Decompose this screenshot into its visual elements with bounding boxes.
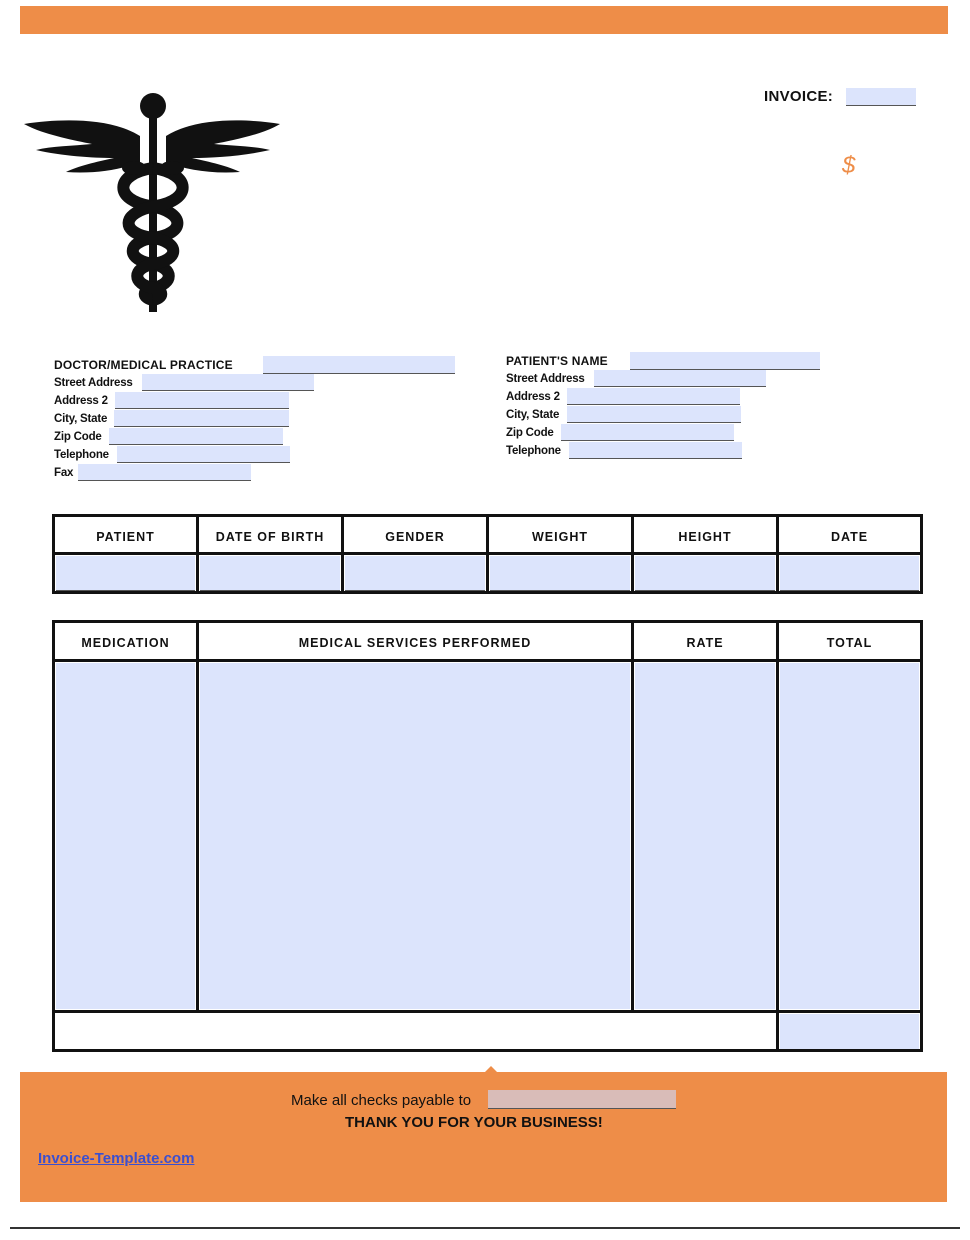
gender-cell[interactable] (345, 556, 485, 591)
column-divider (631, 623, 634, 1010)
header-height: HEIGHT (678, 530, 732, 544)
header-medication: MEDICATION (81, 636, 170, 650)
doctor-street-field[interactable] (142, 374, 314, 391)
patient-name-label: PATIENT'S NAME (506, 354, 608, 368)
patient-address2-label: Address 2 (506, 391, 560, 403)
rate-cell[interactable] (635, 663, 775, 1009)
doctor-city-label: City, State (54, 413, 108, 425)
table-divider (55, 1010, 920, 1013)
payable-field[interactable] (488, 1090, 676, 1109)
medication-cell[interactable] (56, 663, 195, 1009)
date-cell[interactable] (780, 556, 919, 591)
doctor-telephone-label: Telephone (54, 449, 109, 461)
caduceus-icon (22, 88, 284, 318)
patient-city-field[interactable] (567, 406, 741, 423)
patient-telephone-label: Telephone (506, 445, 561, 457)
footer-bar (20, 1072, 947, 1202)
column-divider (486, 517, 489, 591)
doctor-address2-field[interactable] (115, 392, 289, 409)
height-cell[interactable] (635, 556, 775, 591)
doctor-zip-label: Zip Code (54, 431, 102, 443)
patient-telephone-field[interactable] (569, 442, 742, 459)
doctor-fax-label: Fax (54, 467, 74, 479)
header-rate: RATE (686, 636, 724, 650)
doctor-telephone-field[interactable] (117, 446, 290, 463)
patient-street-field[interactable] (594, 370, 766, 387)
patient-address2-field[interactable] (567, 388, 740, 405)
header-gender: GENDER (385, 530, 445, 544)
date-of-birth-cell[interactable] (200, 556, 340, 591)
column-divider (776, 517, 779, 591)
doctor-zip-field[interactable] (109, 428, 283, 445)
invoice-template-link[interactable]: Invoice-Template.com (38, 1150, 195, 1167)
header-date-of-birth: DATE OF BIRTH (215, 530, 325, 544)
header-bar (20, 6, 948, 34)
patient-zip-field[interactable] (561, 424, 734, 441)
patient-name-field[interactable] (630, 352, 820, 370)
doctor-practice-label: DOCTOR/MEDICAL PRACTICE (54, 358, 233, 372)
payable-text: Make all checks payable to (291, 1092, 472, 1109)
column-divider (196, 517, 199, 591)
total-cell[interactable] (780, 663, 919, 1009)
header-services: MEDICAL SERVICES PERFORMED (298, 636, 532, 650)
column-divider (196, 623, 199, 1010)
grand-total-cell[interactable] (780, 1014, 919, 1049)
invoice-number-field[interactable] (846, 88, 916, 106)
header-date: DATE (830, 530, 869, 544)
page-bottom-line (10, 1227, 960, 1229)
column-divider (776, 623, 779, 1049)
services-cell[interactable] (200, 663, 630, 1009)
invoice-label: INVOICE: (764, 88, 834, 105)
column-divider (631, 517, 634, 591)
weight-cell[interactable] (490, 556, 630, 591)
patient-zip-label: Zip Code (506, 427, 554, 439)
table-divider (55, 659, 920, 662)
patient-street-label: Street Address (506, 373, 585, 385)
doctor-fax-field[interactable] (78, 464, 251, 481)
currency-symbol: $ (842, 152, 856, 179)
patient-city-label: City, State (506, 409, 560, 421)
doctor-practice-field[interactable] (263, 356, 455, 374)
patient-cell[interactable] (56, 556, 195, 591)
header-patient: PATIENT (96, 530, 155, 544)
thank-you-text: THANK YOU FOR YOUR BUSINESS! (345, 1114, 603, 1131)
column-divider (341, 517, 344, 591)
header-total: TOTAL (826, 636, 873, 650)
doctor-address2-label: Address 2 (54, 395, 108, 407)
doctor-city-field[interactable] (114, 410, 289, 427)
header-weight: WEIGHT (532, 530, 588, 544)
doctor-street-label: Street Address (54, 377, 133, 389)
